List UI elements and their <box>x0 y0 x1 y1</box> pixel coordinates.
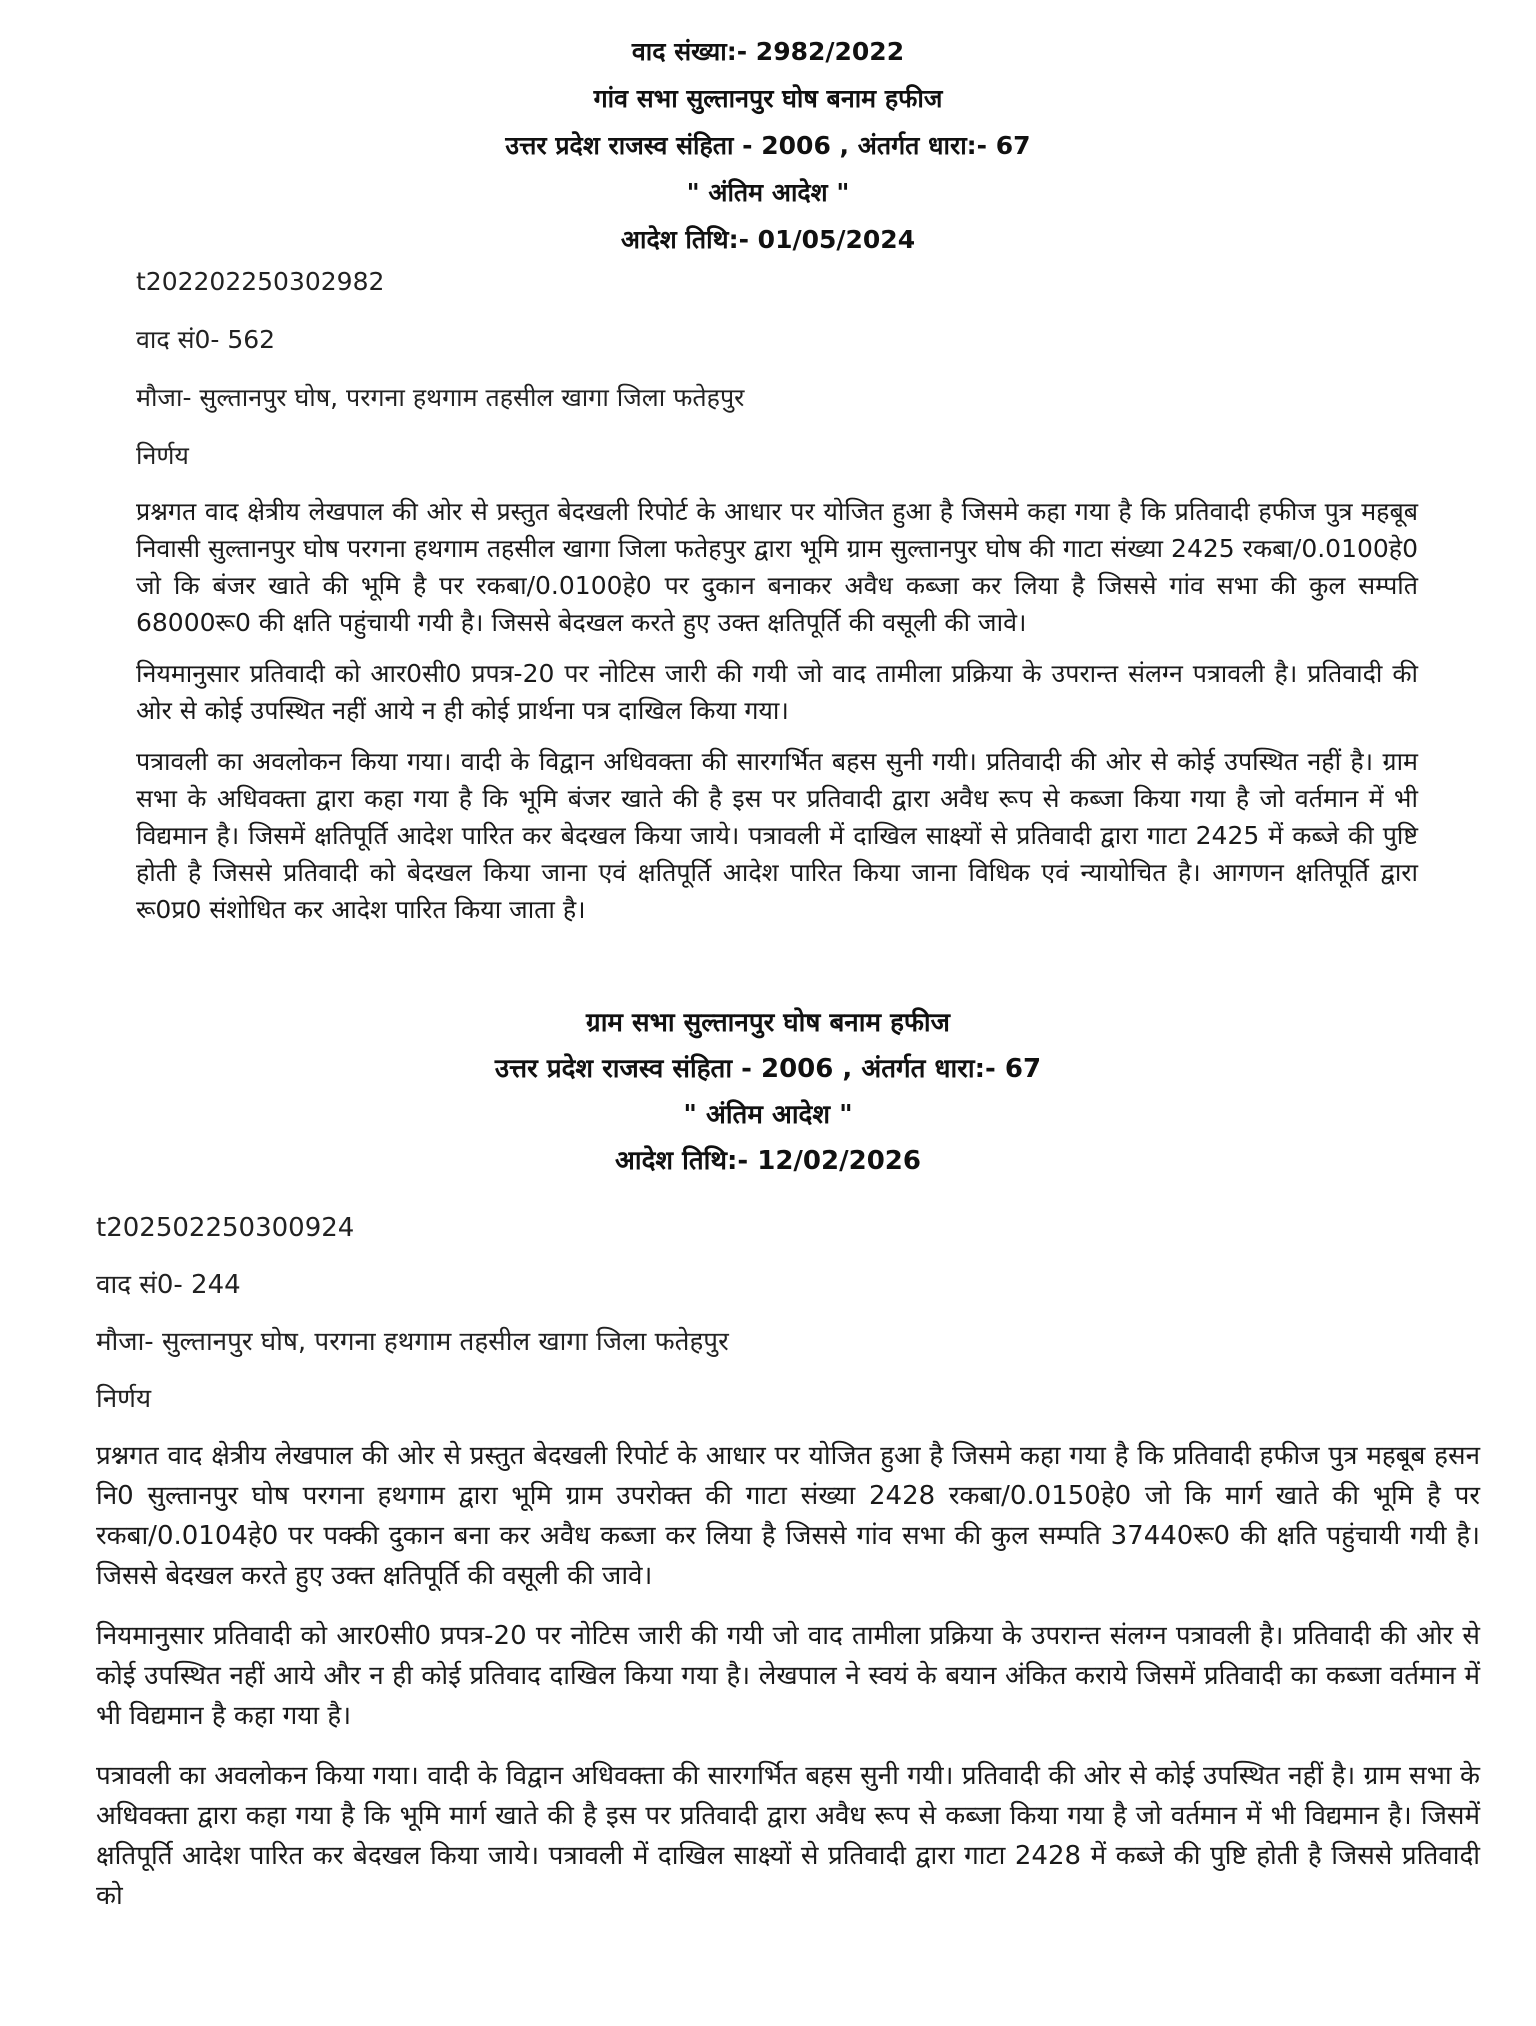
order-1-body <box>136 253 1418 942</box>
paragraph: पत्रावली का अवलोकन किया गया। वादी के विद्वान अधिवक्ता की सारगर्भित बहस सुनी गयी। प्रतिवादी की ओर से कोई उपस्थित नहीं है। ग्राम सभा के अधिवक्ता द्वारा कहा गया है कि भूमि बंजर खाते की है इस पर प्रतिवादी द्वारा अवैध रूप से कब्जा किया गया है जो वर्तमान में भी विद्यमान है। जिसमें क्षतिपूर्ति आदेश पारित कर बेदखल किया जाये। पत्रावली में दाखिल साक्ष्यों से प्रतिवादी द्वारा गाटा 2425 में कब्जे की पुष्टि होती है जिससे प्रतिवादी को बेदखल किया जाना एवं क्षतिपूर्ति आदेश पारित किया जाना विधिक एवं न्यायोचित है। आगणन क्षतिपूर्ति द्वारा रू0प्र0 संशोधित कर आदेश पारित किया जाता है। <box>136 747 1418 924</box>
location: मौजा- सुल्तानपुर घोष, परगना हथगाम तहसील खागा जिला फतेहपुर <box>96 1327 729 1357</box>
case-parties: गांव सभा सुल्तानपुर घोष बनाम हफीज <box>593 84 943 113</box>
location: मौजा- सुल्तानपुर घोष, परगना हथगाम तहसील खागा जिला फतेहपुर <box>136 383 745 412</box>
statute-reference: उत्तर प्रदेश राजस्व संहिता - 2006 , अंतर्गत धारा:- 67 <box>505 131 1031 160</box>
computer-id: t202202250302982 <box>136 267 385 296</box>
decision-label: निर्णय <box>136 441 189 470</box>
order-1-clip <box>0 0 1536 996</box>
paragraph: नियमानुसार प्रतिवादी को आर0सी0 प्रपत्र-20 पर नोटिस जारी की गयी जो वाद तामीला प्रक्रिया के उपरान्त संलग्न पत्रावली है। प्रतिवादी की ओर से कोई उपस्थित नहीं आये न ही कोई प्रार्थना पत्र दाखिल किया गया। <box>136 659 1418 725</box>
case-number-short: वाद सं0- 562 <box>136 325 276 354</box>
order-date: आदेश तिथि:- 12/02/2026 <box>615 1146 921 1176</box>
paragraph: पत्रावली का अवलोकन किया गया। वादी के विद्वान अधिवक्ता की सारगर्भित बहस सुनी गयी। प्रतिवादी की ओर से कोई उपस्थित नहीं है। ग्राम सभा के अधिवक्ता द्वारा कहा गया है कि भूमि मार्ग खाते की है इस पर प्रतिवादी द्वारा अवैध रूप से कब्जा किया गया है जो वर्तमान में भी विद्यमान है। जिसमें क्षतिपूर्ति आदेश पारित कर बेदखल किया जाये। पत्रावली में दाखिल साक्ष्यों से प्रतिवादी द्वारा गाटा 2428 में कब्जे की पुष्टि होती है जिससे प्रतिवादी को <box>96 1761 1480 1911</box>
order-type: " अंतिम आदेश " <box>686 178 850 207</box>
decision-label: निर्णय <box>96 1384 152 1414</box>
statute-reference: उत्तर प्रदेश राजस्व संहिता - 2006 , अंतर्गत धारा:- 67 <box>494 1054 1042 1084</box>
order-2-body <box>96 1200 1480 1936</box>
order-type: " अंतिम आदेश " <box>683 1100 853 1130</box>
case-number-short: वाद सं0- 244 <box>96 1270 241 1300</box>
order-date: आदेश तिथि:- 01/05/2024 <box>620 225 916 254</box>
computer-id: t202502250300924 <box>96 1213 355 1243</box>
paragraph: प्रश्नगत वाद क्षेत्रीय लेखपाल की ओर से प्रस्तुत बेदखली रिपोर्ट के आधार पर योजित हुआ है जिसमे कहा गया है कि प्रतिवादी हफीज पुत्र महबूब हसन नि0 सुल्तानपुर घोष परगना हथगाम द्वारा भूमि ग्राम उपरोक्त की गाटा संख्या 2428 रकबा/0.0150हे0 जो कि मार्ग खाते की भूमि है पर रकबा/0.0104हे0 पर पक्की दुकान बना कर अवैध कब्जा कर लिया है जिससे गांव सभा की कुल सम्पति 37440रू0 की क्षति पहुंचायी गयी है। जिससे बेदखल करते हुए उक्त क्षतिपूर्ति की वसूली की जावे। <box>96 1441 1480 1591</box>
order-2-header <box>0 1000 1536 1184</box>
case-number: वाद संख्या:- 2982/2022 <box>631 37 905 66</box>
order-2 <box>0 1000 1536 1911</box>
paragraph: नियमानुसार प्रतिवादी को आर0सी0 प्रपत्र-20 पर नोटिस जारी की गयी जो वाद तामीला प्रक्रिया के उपरान्त संलग्न पत्रावली है। प्रतिवादी की ओर से कोई उपस्थित नहीं आये और न ही कोई प्रतिवाद दाखिल किया गया है। लेखपाल ने स्वयं के बयान अंकित कराये जिसमें प्रतिवादी का कब्जा वर्तमान में भी विद्यमान है कहा गया है। <box>96 1621 1480 1731</box>
case-parties: ग्राम सभा सुल्तानपुर घोष बनाम हफीज <box>586 1008 950 1038</box>
paragraph: प्रश्नगत वाद क्षेत्रीय लेखपाल की ओर से प्रस्तुत बेदखली रिपोर्ट के आधार पर योजित हुआ है जिसमे कहा गया है कि प्रतिवादी हफीज पुत्र महबूब निवासी सुल्तानपुर घोष परगना हथगाम तहसील खागा जिला फतेहपुर द्वारा भूमि ग्राम सुल्तानपुर घोष की गाटा संख्या 2425 रकबा/0.0100हे0 जो कि बंजर खाते की भूमि है पर रकबा/0.0100हे0 पर दुकान बनाकर अवैध कब्जा कर लिया है जिससे गांव सभा की कुल सम्पति 68000रू0 की क्षति पहुंचायी गयी है। जिससे बेदखल करते हुए उक्त क्षतिपूर्ति की वसूली की जावे। <box>136 497 1418 637</box>
order-1-header <box>0 28 1536 263</box>
order-1 <box>0 28 1536 924</box>
